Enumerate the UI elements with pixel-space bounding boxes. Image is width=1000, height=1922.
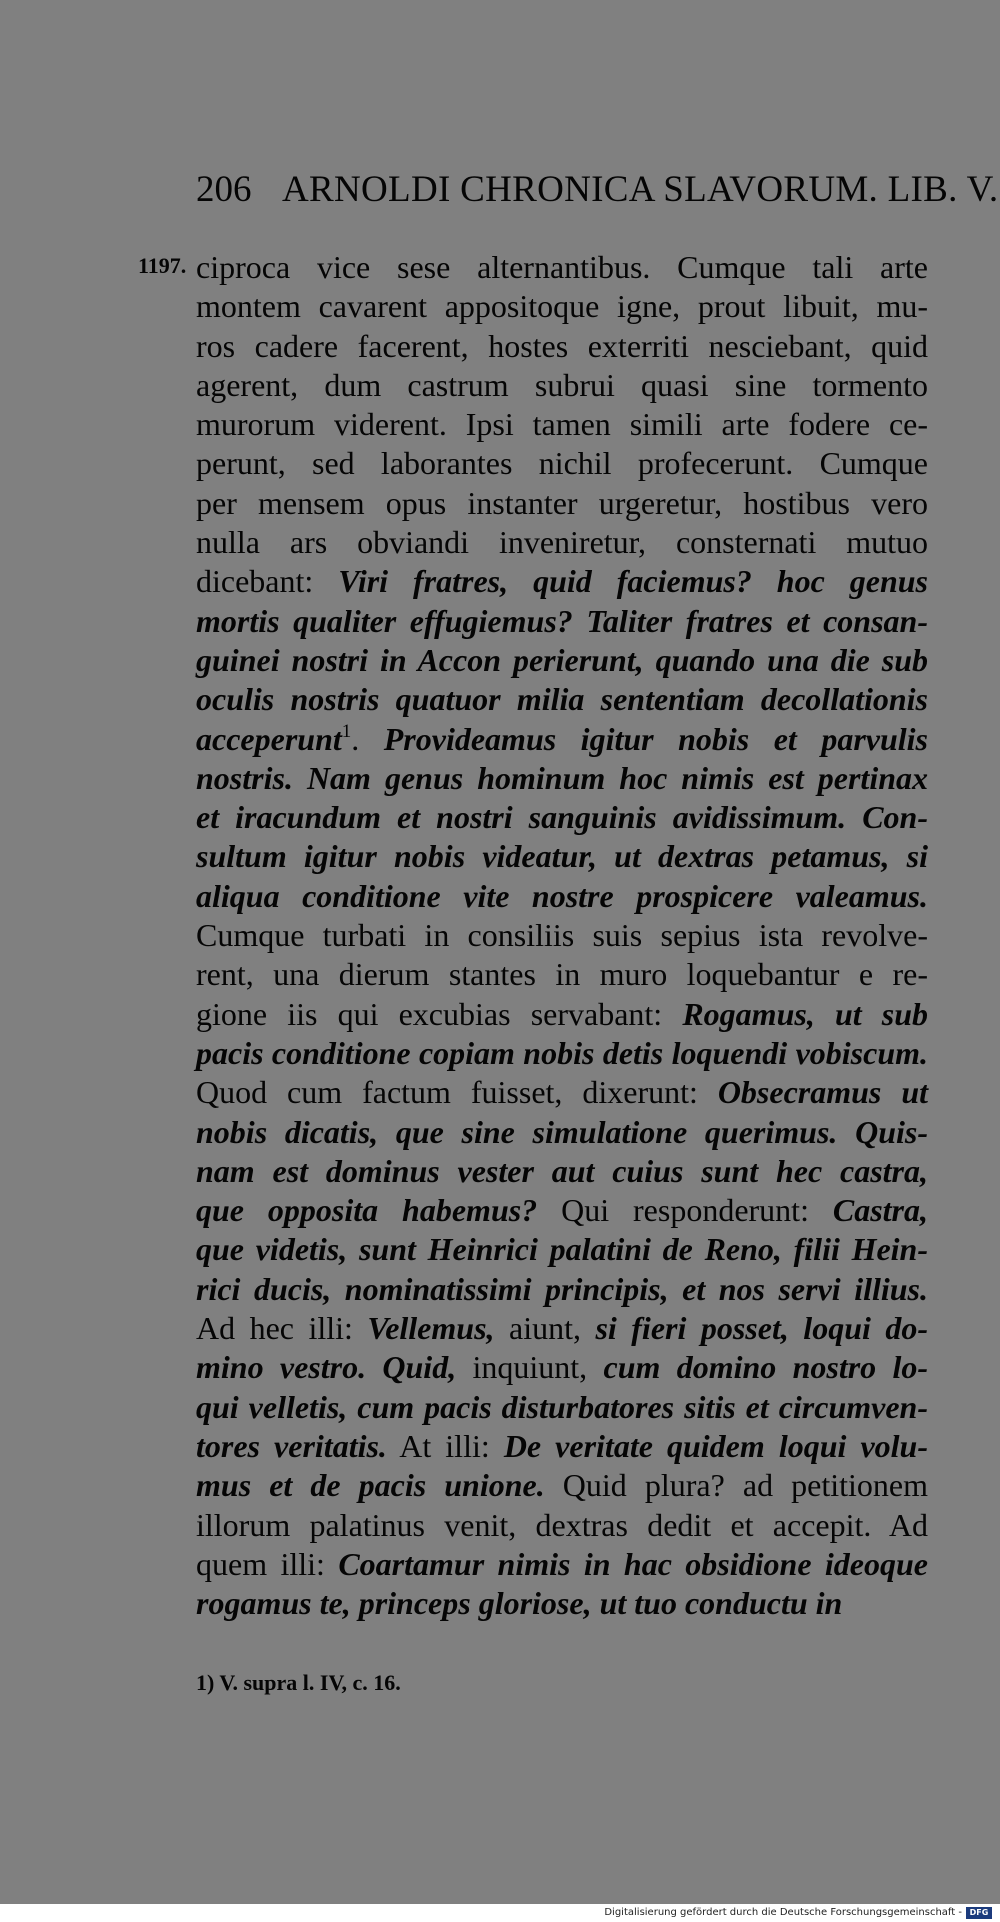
text-run: aliqua conditione vite nostre prospicere valeamus.: [196, 877, 928, 914]
text-line: [196, 1191, 928, 1230]
text-run: ros cadere facerent, hostes exterriti nesciebant, quid: [196, 327, 928, 364]
running-title: ARNOLDI CHRONICA SLAVORUM. LIB. V.: [282, 169, 999, 210]
text-line: [196, 680, 928, 719]
text-run: sultum igitur nobis videatur, ut dextras petamus, si: [196, 838, 928, 875]
text-line: [196, 641, 928, 680]
text-run: mino vestro. Quid,: [196, 1349, 457, 1386]
text-line: [196, 1584, 928, 1623]
text-line: [196, 1270, 928, 1309]
text-run: aiunt,: [494, 1310, 596, 1347]
footnote: 1) V. supra l. IV, c. 16.: [196, 1670, 401, 1695]
text-line: [196, 562, 928, 601]
text-run: De veritate quidem loqui volu-: [503, 1427, 929, 1464]
text-run: Castra,: [832, 1192, 928, 1229]
text-line: [196, 1545, 928, 1584]
text-run: guinei nostri in Accon perierunt, quando una die sub: [196, 641, 928, 678]
text-line: [196, 248, 928, 287]
text-run: dicebant:: [196, 563, 339, 600]
text-run: quem illi:: [196, 1545, 339, 1582]
text-run: nam est dominus vester aut cuius sunt hec castra,: [196, 1152, 928, 1189]
text-run: rici ducis, nominatissimi principis, et nos servi illius.: [196, 1270, 928, 1307]
text-run: agerent, dum castrum subrui quasi sine tormento: [196, 366, 928, 403]
text-run: .: [351, 720, 384, 757]
text-run: pacis conditione copiam nobis detis loquendi vobiscum.: [196, 1034, 928, 1071]
footnote-marker[interactable]: 1: [341, 720, 352, 742]
running-header: [196, 168, 999, 212]
text-line: [196, 1388, 928, 1427]
text-line: [196, 1466, 928, 1505]
text-line: [196, 287, 928, 326]
body-text: [196, 248, 928, 1623]
text-line: [196, 327, 928, 366]
text-run: que opposita habemus?: [196, 1192, 538, 1229]
text-line: [196, 798, 928, 837]
text-line: [196, 366, 928, 405]
text-run: Coartamur nimis in hac obsidione ideoque: [338, 1545, 929, 1582]
text-run: mus et de pacis unione.: [196, 1467, 545, 1504]
text-run: qui velletis, cum pacis disturbatores sitis et circumven-: [196, 1388, 928, 1425]
text-run: Rogamus, ut sub: [682, 995, 929, 1032]
text-line: [196, 602, 928, 641]
text-run: Obsecramus ut: [717, 1074, 928, 1111]
funding-credit: Digitalisierung gefördert durch die Deutsche Forschungsgemeinschaft -: [604, 1907, 962, 1918]
margin-year: 1197.: [138, 253, 187, 278]
text-run: nulla ars obviandi inveniretur, consternati mutuo: [196, 524, 928, 561]
text-line: [196, 1152, 928, 1191]
text-run: inquiunt,: [456, 1349, 604, 1386]
text-run: cum domino nostro lo-: [603, 1349, 929, 1386]
text-run: si fieri posset, loqui do-: [595, 1310, 929, 1347]
text-run: et iracundum et nostri sanguinis avidissimum. Con-: [196, 799, 928, 836]
text-run: oculis nostris quatuor milia sententiam decollationis: [196, 681, 928, 718]
text-run: Provideamus igitur nobis et parvulis: [383, 720, 929, 757]
text-line: [196, 1348, 928, 1387]
text-run: acceperunt: [196, 720, 342, 757]
text-run: illorum palatinus venit, dextras dedit et accepit. Ad: [196, 1506, 928, 1543]
text-line: [196, 1034, 928, 1073]
text-run: mortis qualiter effugiemus? Taliter fratres et consan-: [196, 602, 928, 639]
text-run: murorum viderent. Ipsi tamen simili arte fodere ce-: [196, 406, 928, 443]
text-line: [196, 995, 928, 1034]
text-line: [196, 1427, 928, 1466]
text-line: [196, 1073, 928, 1112]
text-line: [196, 720, 928, 759]
text-line: [196, 1230, 928, 1269]
text-line: [196, 1309, 928, 1348]
text-line: [196, 877, 928, 916]
text-line: [196, 837, 928, 876]
text-run: montem cavarent appositoque igne, prout libuit, mu-: [196, 288, 928, 325]
text-line: [196, 1506, 928, 1545]
text-run: nobis dicatis, que sine simulatione querimus. Quis-: [196, 1113, 928, 1150]
text-line: [196, 405, 928, 444]
page-number: 206: [196, 169, 252, 210]
text-run: Vellemus,: [367, 1310, 495, 1347]
text-line: [196, 484, 928, 523]
text-run: Qui responderunt:: [537, 1192, 833, 1229]
text-line: [196, 916, 928, 955]
text-run: gione iis qui excubias servabant:: [196, 995, 683, 1032]
text-run: Ad hec illi:: [196, 1310, 368, 1347]
text-run: ciproca vice sese alternantibus. Cumque tali arte: [196, 249, 928, 285]
text-run: perunt, sed laborantes nichil profecerunt. Cumque: [196, 445, 928, 482]
dfg-logo: DFG: [966, 1907, 992, 1919]
text-run: Quid plura? ad petitionem: [544, 1467, 929, 1504]
text-line: [196, 759, 928, 798]
text-run: Cumque turbati in consiliis suis sepius ista revolve-: [196, 917, 928, 954]
digitization-footer: [0, 1904, 1000, 1922]
text-run: que videtis, sunt Heinrici palatini de Reno, filii Hein-: [196, 1231, 928, 1268]
text-line: [196, 444, 928, 483]
text-run: rent, una dierum stantes in muro loquebantur e re-: [196, 956, 928, 993]
text-run: nostris. Nam genus hominum hoc nimis est pertinax: [196, 759, 928, 796]
text-line: [196, 1113, 928, 1152]
text-line: [196, 523, 928, 562]
text-run: Viri fratres, quid faciemus? hoc genus: [338, 563, 929, 600]
text-run: rogamus te, princeps gloriose, ut tuo conductu in: [196, 1585, 843, 1622]
text-run: Quod cum factum fuisset, dixerunt:: [196, 1074, 718, 1111]
text-run: At illi:: [386, 1427, 504, 1464]
text-line: [196, 955, 928, 994]
text-run: tores veritatis.: [196, 1427, 387, 1464]
text-run: per mensem opus instanter urgeretur, hostibus vero: [196, 484, 928, 521]
